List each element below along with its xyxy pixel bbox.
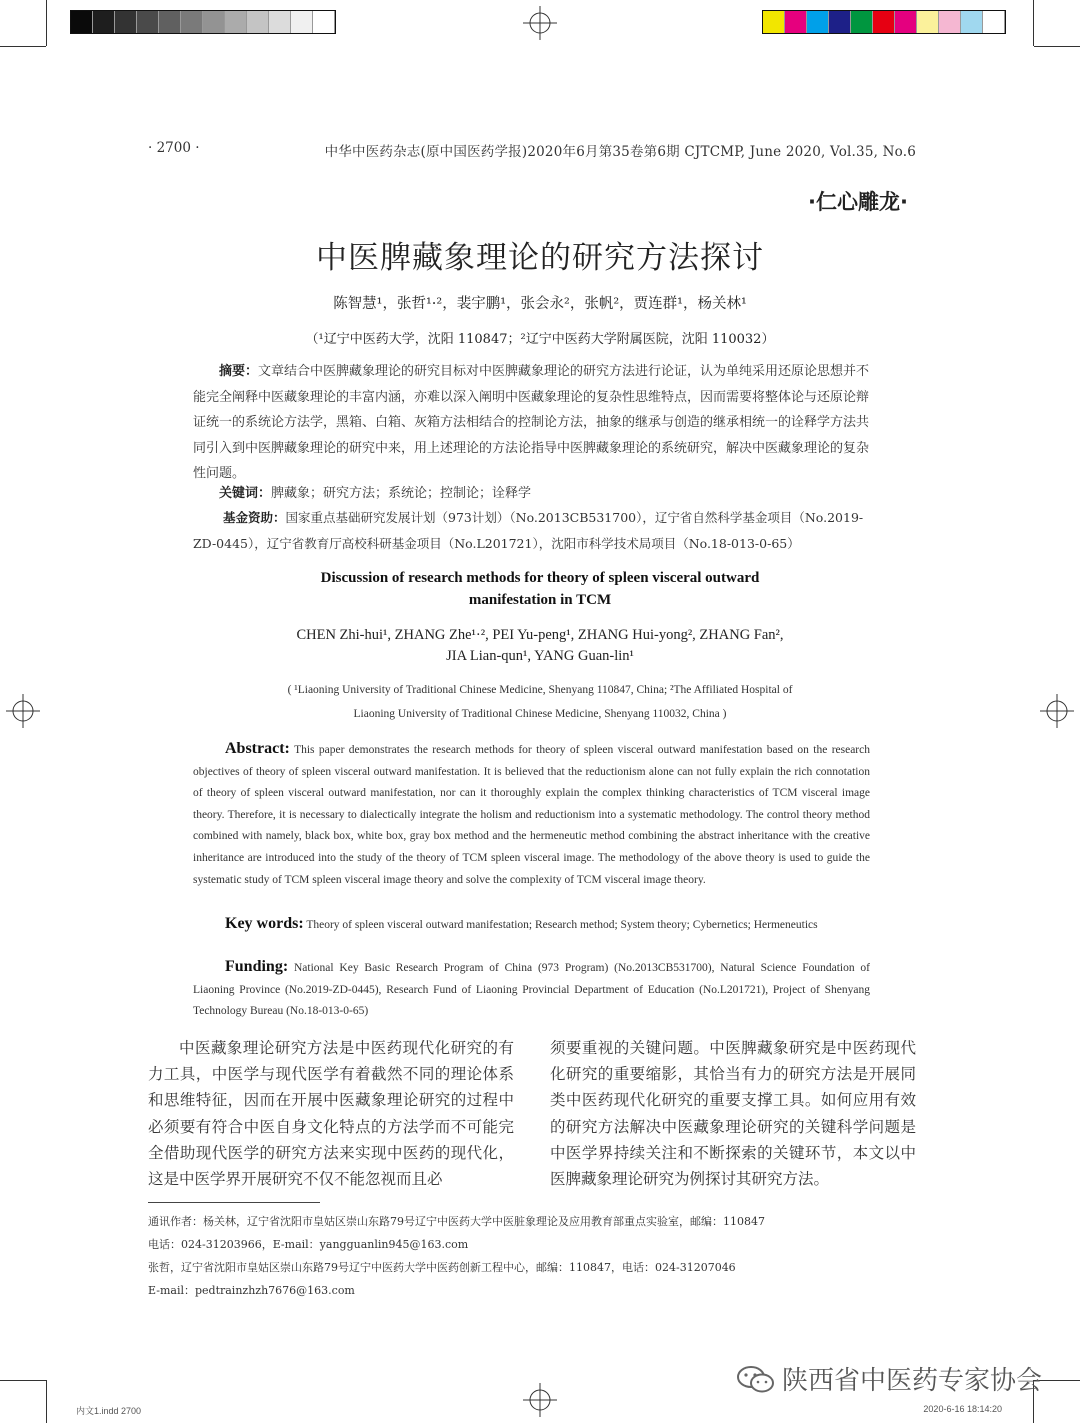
funding-en-label: Funding: [225,958,289,975]
keywords-cn-text: 脾藏象；研究方法；系统论；控制论；诠释学 [271,486,532,501]
funding-cn-text: 国家重点基础研究发展计划（973计划）（No.2013CB531700），辽宁省自然科学基金项目（No.2019-ZD-0445），辽宁省教育厅高校科研基金项目（No.L201721），沈阳市科学技术局项目（No.18-013-0-65） [193,510,864,551]
footnote-divider [148,1202,320,1203]
calibration-swatch [763,11,785,33]
crop-mark [0,46,46,47]
print-file-label: 内文1.indd 2700 [76,1406,142,1416]
authors-en [0,625,1080,667]
calibration-swatch [961,11,983,33]
affiliation-en-line: ( ¹Liaoning University of Traditional Chinese Medicine, Shenyang 110847, China; ²The Affiliated Hospital of [287,684,793,696]
watermark [736,1360,1042,1397]
calibration-swatch [829,11,851,33]
footnote-line: 通讯作者：杨关林，辽宁省沈阳市皇姑区崇山东路79号辽宁中医药大学中医脏象理论及应用教育部重点实验室，邮编：110847 [148,1215,765,1228]
funding-en [193,956,870,1023]
column-name: ·仁心雕龙· [808,190,908,214]
abstract-en-label: Abstract: [225,740,290,757]
calibration-swatch [93,11,115,33]
title-en-line: manifestation in TCM [468,592,612,608]
calibration-swatch [917,11,939,33]
calibration-swatch [115,11,137,33]
footnote-line: E-mail：pedtrainzhzh7676@163.com [148,1284,355,1297]
keywords-cn [193,481,870,507]
funding-cn-label: 基金资助： [223,510,286,525]
keywords-cn-label: 关键词： [219,486,272,501]
title-en [0,567,1080,611]
registration-mark-icon [523,1383,557,1417]
abstract-en [193,738,870,891]
calibration-swatch [181,11,203,33]
keywords-en-text: Theory of spleen visceral outward manifestation; Research method; System theory; Cybernetics; Hermeneutics [306,919,818,931]
print-datetime: 2020-6-16 18:14:20 [923,1404,1002,1414]
watermark-text: 陕西省中医药专家协会 [781,1366,1042,1396]
calibration-swatch [983,11,1005,33]
authors-cn: 陈智慧¹，张哲¹·²，裴宇鹏¹，张会永²，张帆²，贾连群¹，杨关林¹ [333,296,747,312]
footnote-line: 张哲，辽宁省沈阳市皇姑区崇山东路79号辽宁中医药大学中医药创新工程中心，邮编：110847，电话：024-31207046 [148,1261,736,1274]
gray-calibration-bar [70,10,336,34]
keywords-en [193,913,870,937]
calibration-swatch [247,11,269,33]
calibration-swatch [137,11,159,33]
crop-mark [1034,46,1080,47]
crop-mark [46,1380,47,1423]
calibration-swatch [159,11,181,33]
calibration-swatch [873,11,895,33]
affiliation-en-line: Liaoning University of Traditional Chinese Medicine, Shenyang 110032, China ) [353,708,727,720]
calibration-swatch [203,11,225,33]
registration-mark-icon [523,6,557,40]
calibration-swatch [269,11,291,33]
color-calibration-bar [762,10,1006,34]
calibration-swatch [291,11,313,33]
calibration-swatch [785,11,807,33]
authors-en-line: JIA Lian-qun¹, YANG Guan-lin¹ [446,648,634,664]
crop-mark [1033,0,1034,46]
abstract-en-text: This paper demonstrates the research methods for theory of spleen visceral outward manifestation based on the research objectives of theory of spleen visceral outward manifestation. It is believed that the reductionism alone can not fully explain the rich connotation of theory of spleen visceral outward manifestation, nor can it thoroughly explain the complex thinking characteristics of TCM visceral image theory. Therefore, it is necessary to dialectically integrate the holism and reductionism into a systematic methodology. The control theory method combined with namely, black box, white box, gray box method and the hermeneutic method combining the abstract inheritance with the creative inheritance are introduced into the study of the theory of TCM spleen visceral image. The methodology of the above theory is used to guide the systematic study of TCM spleen visceral image theory and solve the complexity of TCM visceral image theory. [193,744,870,886]
title-cn: 中医脾藏象理论的研究方法探讨 [316,240,764,276]
calibration-swatch [851,11,873,33]
calibration-swatch [939,11,961,33]
body-column-left: 中医藏象理论研究方法是中医药现代化研究的有力工具，中医学与现代医学有着截然不同的理论体系和思维特征，因而在开展中医藏象理论研究的过程中必须要有符合中医自身文化特点的方法学而不可能完全借助现代医学的研究方法来实现中医药的现代化，这是中医学界开展研究不仅不能忽视而且必 [148,1039,514,1189]
calibration-swatch [225,11,247,33]
calibration-swatch [895,11,917,33]
calibration-swatch [313,11,335,33]
footnote-line: 电话：024-31203966，E-mail：yangguanlin945@163.com [148,1238,469,1251]
calibration-swatch [807,11,829,33]
funding-cn [193,505,870,556]
calibration-swatch [71,11,93,33]
affiliation-cn: （¹辽宁中医药大学，沈阳 110847；²辽宁中医药大学附属医院，沈阳 110032） [305,332,775,347]
authors-en-line: CHEN Zhi-hui¹, ZHANG Zhe¹·², PEI Yu-peng¹, ZHANG Hui-yong², ZHANG Fan², [296,627,784,643]
crop-mark [0,1380,46,1381]
affiliation-en [0,678,1080,726]
funding-en-text: National Key Basic Research Program of China (973 Program) (No.2013CB531700), Natural Science Foundation of Liaoning Province (No.2019-ZD-0445), Research Fund of Liaoning Provincial Department of Education (No.L201721), Project of Shenyang Technology Bureau (No.18-013-0-65) [193,962,870,1018]
abstract-cn-text: 文章结合中医脾藏象理论的研究目标对中医脾藏象理论的研究方法进行论证，认为单纯采用还原论思想并不能完全阐释中医藏象理论的丰富内涵，亦难以深入阐明中医藏象理论的复杂性思维特点，因而需要将整体论与还原论辩证统一的系统论方法学，黑箱、白箱、灰箱方法相结合的控制论方法，抽象的继承与创造的继承相统一的诠释学方法共同引入到中医脾藏象理论的研究中来，用上述理论的方法论指导中医脾藏象理论的系统研究，解决中医藏象理论的复杂性问题。 [193,364,870,481]
keywords-en-label: Key words: [225,915,304,932]
crop-mark [46,0,47,46]
abstract-cn-label: 摘要： [219,364,259,379]
abstract-cn [193,359,870,487]
body-column-right: 须要重视的关键问题。中医脾藏象研究是中医药现代化研究的重要缩影，其恰当有力的研究方法是开展同类中医药现代化研究的重要支撑工具。如何应用有效的研究方法解决中医藏象理论研究的关键科学问题是中医学界持续关注和不断探索的关键环节，本文以中医脾藏象理论研究为例探讨其研究方法。 [550,1039,916,1189]
page-number: · 2700 · [148,140,200,156]
journal-info: 中华中医药杂志(原中国医药学报)2020年6月第35卷第6期 CJTCMP, June 2020, Vol.35, No.6 [324,144,916,160]
title-en-line: Discussion of research methods for theory of spleen visceral outward [320,570,760,586]
wechat-icon [736,1364,776,1394]
